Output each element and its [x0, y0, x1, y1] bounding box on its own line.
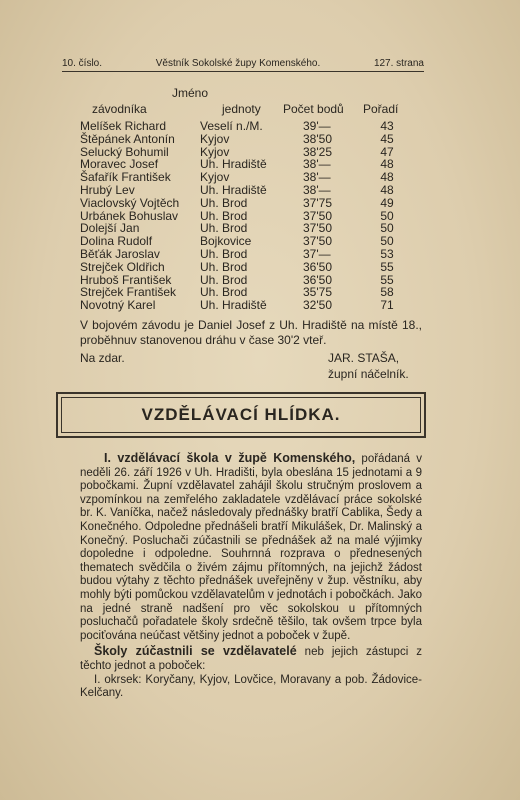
- signature-name: JAR. STAŠA,: [328, 351, 400, 365]
- place-value: 55: [380, 272, 394, 287]
- competitor-name: Šafařík František: [80, 170, 171, 185]
- table-row: [80, 184, 400, 197]
- table-row: [80, 133, 400, 146]
- place-value: 43: [380, 119, 394, 133]
- competitor-name: Urbánek Bohuslav: [80, 208, 179, 223]
- points-value: 37'—: [303, 246, 331, 261]
- unit-name: Uh. Brod: [200, 272, 248, 287]
- column-head-unit: jednoty: [222, 102, 261, 116]
- place-value: 48: [380, 182, 394, 197]
- place-value: 48: [380, 170, 394, 185]
- table-row: [80, 197, 400, 210]
- unit-name: Kyjov: [200, 144, 230, 159]
- unit-name: Uh. Brod: [200, 221, 248, 236]
- signature-greeting: Na zdar.: [80, 351, 125, 365]
- competitor-name: Viaclovský Vojtěch: [80, 195, 180, 210]
- unit-name: Kyjov: [200, 131, 230, 146]
- points-value: 38'25: [303, 144, 332, 159]
- place-value: 53: [380, 246, 394, 261]
- column-head-place: Pořadí: [363, 102, 399, 116]
- points-value: 38'—: [303, 182, 331, 197]
- unit-name: Uh. Brod: [200, 246, 248, 261]
- place-value: 45: [380, 131, 394, 146]
- column-head-name: závodníka: [92, 102, 147, 116]
- place-value: 50: [380, 208, 394, 223]
- issue-number: 10. číslo.: [62, 58, 103, 69]
- points-value: 35'75: [303, 285, 332, 300]
- points-value: 38'—: [303, 170, 331, 185]
- competitor-name: Štěpánek Antonín: [80, 131, 175, 146]
- table-row: [80, 261, 400, 274]
- competitor-name: Novotný Karel: [80, 298, 156, 313]
- place-value: 55: [380, 259, 394, 274]
- points-value: 38'—: [303, 157, 331, 172]
- points-value: 37'75: [303, 195, 332, 210]
- competitor-name: Strejček František: [80, 285, 177, 300]
- competitor-name: Melíšek Richard: [80, 119, 167, 133]
- competitor-name: Hruboš František: [80, 272, 172, 287]
- schools-text: neb jejich zástupci z těchto jednot a poboček:: [80, 646, 422, 672]
- points-value: 39'—: [303, 119, 331, 133]
- points-value: 32'50: [303, 298, 332, 313]
- signature-role: župní náčelník.: [328, 367, 409, 381]
- result-note: V bojovém závodu je Daniel Josef z Uh. Hradiště na místě 18., proběhnuv stanovenou dráhu v čase 30'2 vteř.: [80, 318, 422, 347]
- schools-paragraph: [80, 645, 422, 673]
- points-value: 37'50: [303, 234, 332, 249]
- place-value: 50: [380, 234, 394, 249]
- points-value: 36'50: [303, 272, 332, 287]
- unit-name: Uh. Brod: [200, 195, 248, 210]
- place-value: 48: [380, 157, 394, 172]
- district-list-item: I. okrsek: Koryčany, Kyjov, Lovčice, Moravany a pob. Žádovice-Kelčany.: [80, 673, 422, 700]
- competitor-name: Dolejší Jan: [80, 221, 140, 236]
- section-title: VZDĚLÁVACÍ HLÍDKA.: [141, 405, 341, 424]
- column-head-points: Počet bodů: [283, 102, 344, 116]
- table-body: [80, 120, 400, 312]
- place-value: 47: [380, 144, 394, 159]
- table-row: [80, 248, 400, 261]
- competitor-name: Strejček Oldřich: [80, 259, 165, 274]
- points-value: 38'50: [303, 131, 332, 146]
- running-header: [62, 58, 424, 72]
- points-value: 37'50: [303, 221, 332, 236]
- unit-name: Uh. Brod: [200, 285, 248, 300]
- article-body: [80, 452, 422, 701]
- unit-name: Bojkovice: [200, 234, 252, 249]
- section-banner: [56, 392, 426, 438]
- unit-name: Uh. Hradiště: [200, 182, 267, 197]
- unit-name: Uh. Brod: [200, 208, 248, 223]
- unit-name: Veselí n./M.: [200, 119, 263, 133]
- place-value: 49: [380, 195, 394, 210]
- competitor-name: Dolina Rudolf: [80, 234, 153, 249]
- competitor-name: Běťák Jaroslav: [80, 246, 160, 261]
- points-value: 37'50: [303, 208, 332, 223]
- journal-title: Věstník Sokolské župy Komenského.: [155, 58, 321, 69]
- article-paragraph: [80, 452, 422, 643]
- page-number: 127. strana: [373, 58, 424, 69]
- table-row: [80, 120, 400, 133]
- competitor-name: Hrubý Lev: [80, 182, 135, 197]
- column-head-top: Jméno: [172, 86, 209, 100]
- place-value: 50: [380, 221, 394, 236]
- unit-name: Uh. Brod: [200, 259, 248, 274]
- place-value: 58: [380, 285, 394, 300]
- points-value: 36'50: [303, 259, 332, 274]
- schools-lead: Školy zúčastnili se vzdělavatelé: [94, 644, 297, 659]
- competitor-name: Selucký Bohumil: [80, 144, 169, 159]
- table-row: [80, 299, 400, 312]
- article-lead: I. vzdělávací škola v župě Komenského,: [104, 451, 356, 465]
- place-value: 71: [380, 298, 394, 313]
- unit-name: Kyjov: [200, 170, 230, 185]
- competitor-name: Moravec Josef: [80, 157, 159, 172]
- article-text: pořádaná v neděli 26. září 1926 v Uh. Hradišti, byla obeslána 15 jednotami a 9 pobočkami. Župní vzdělavatel zahájil školu stručným proslovem a vzpomínkou na zemřelého zakladatele vzdělávací práce sokolské br. K. Vaníčka, načež následovaly přednášky bratří Cablika, Šedy a Konečného. Odpoledne přednášeli bratří Mikulášek, Dr. Malinský a Konečný. Posluchači zúčastnili se přednášek až na malé výjimky dopoledne i odpoledne. Souhrnná rozprava o přednesených thematech svědčila o živém zájmu přítomných, na jejichž žádost budou výtahy z těchto přednášek uveřejněny v žup. věstníku, aby mohly býti pomůckou vzdělavatelům v jednotách i pobočkách. Jako na jedné straně nadšení pro věc sokolskou u přítomných posluchačů pořadatele školy srdečně těšilo, tak ovšem trpce byla pociťována neúčast většiny jednot a poboček v župě.: [80, 453, 422, 642]
- unit-name: Uh. Hradiště: [200, 157, 267, 172]
- unit-name: Uh. Hradiště: [200, 298, 267, 313]
